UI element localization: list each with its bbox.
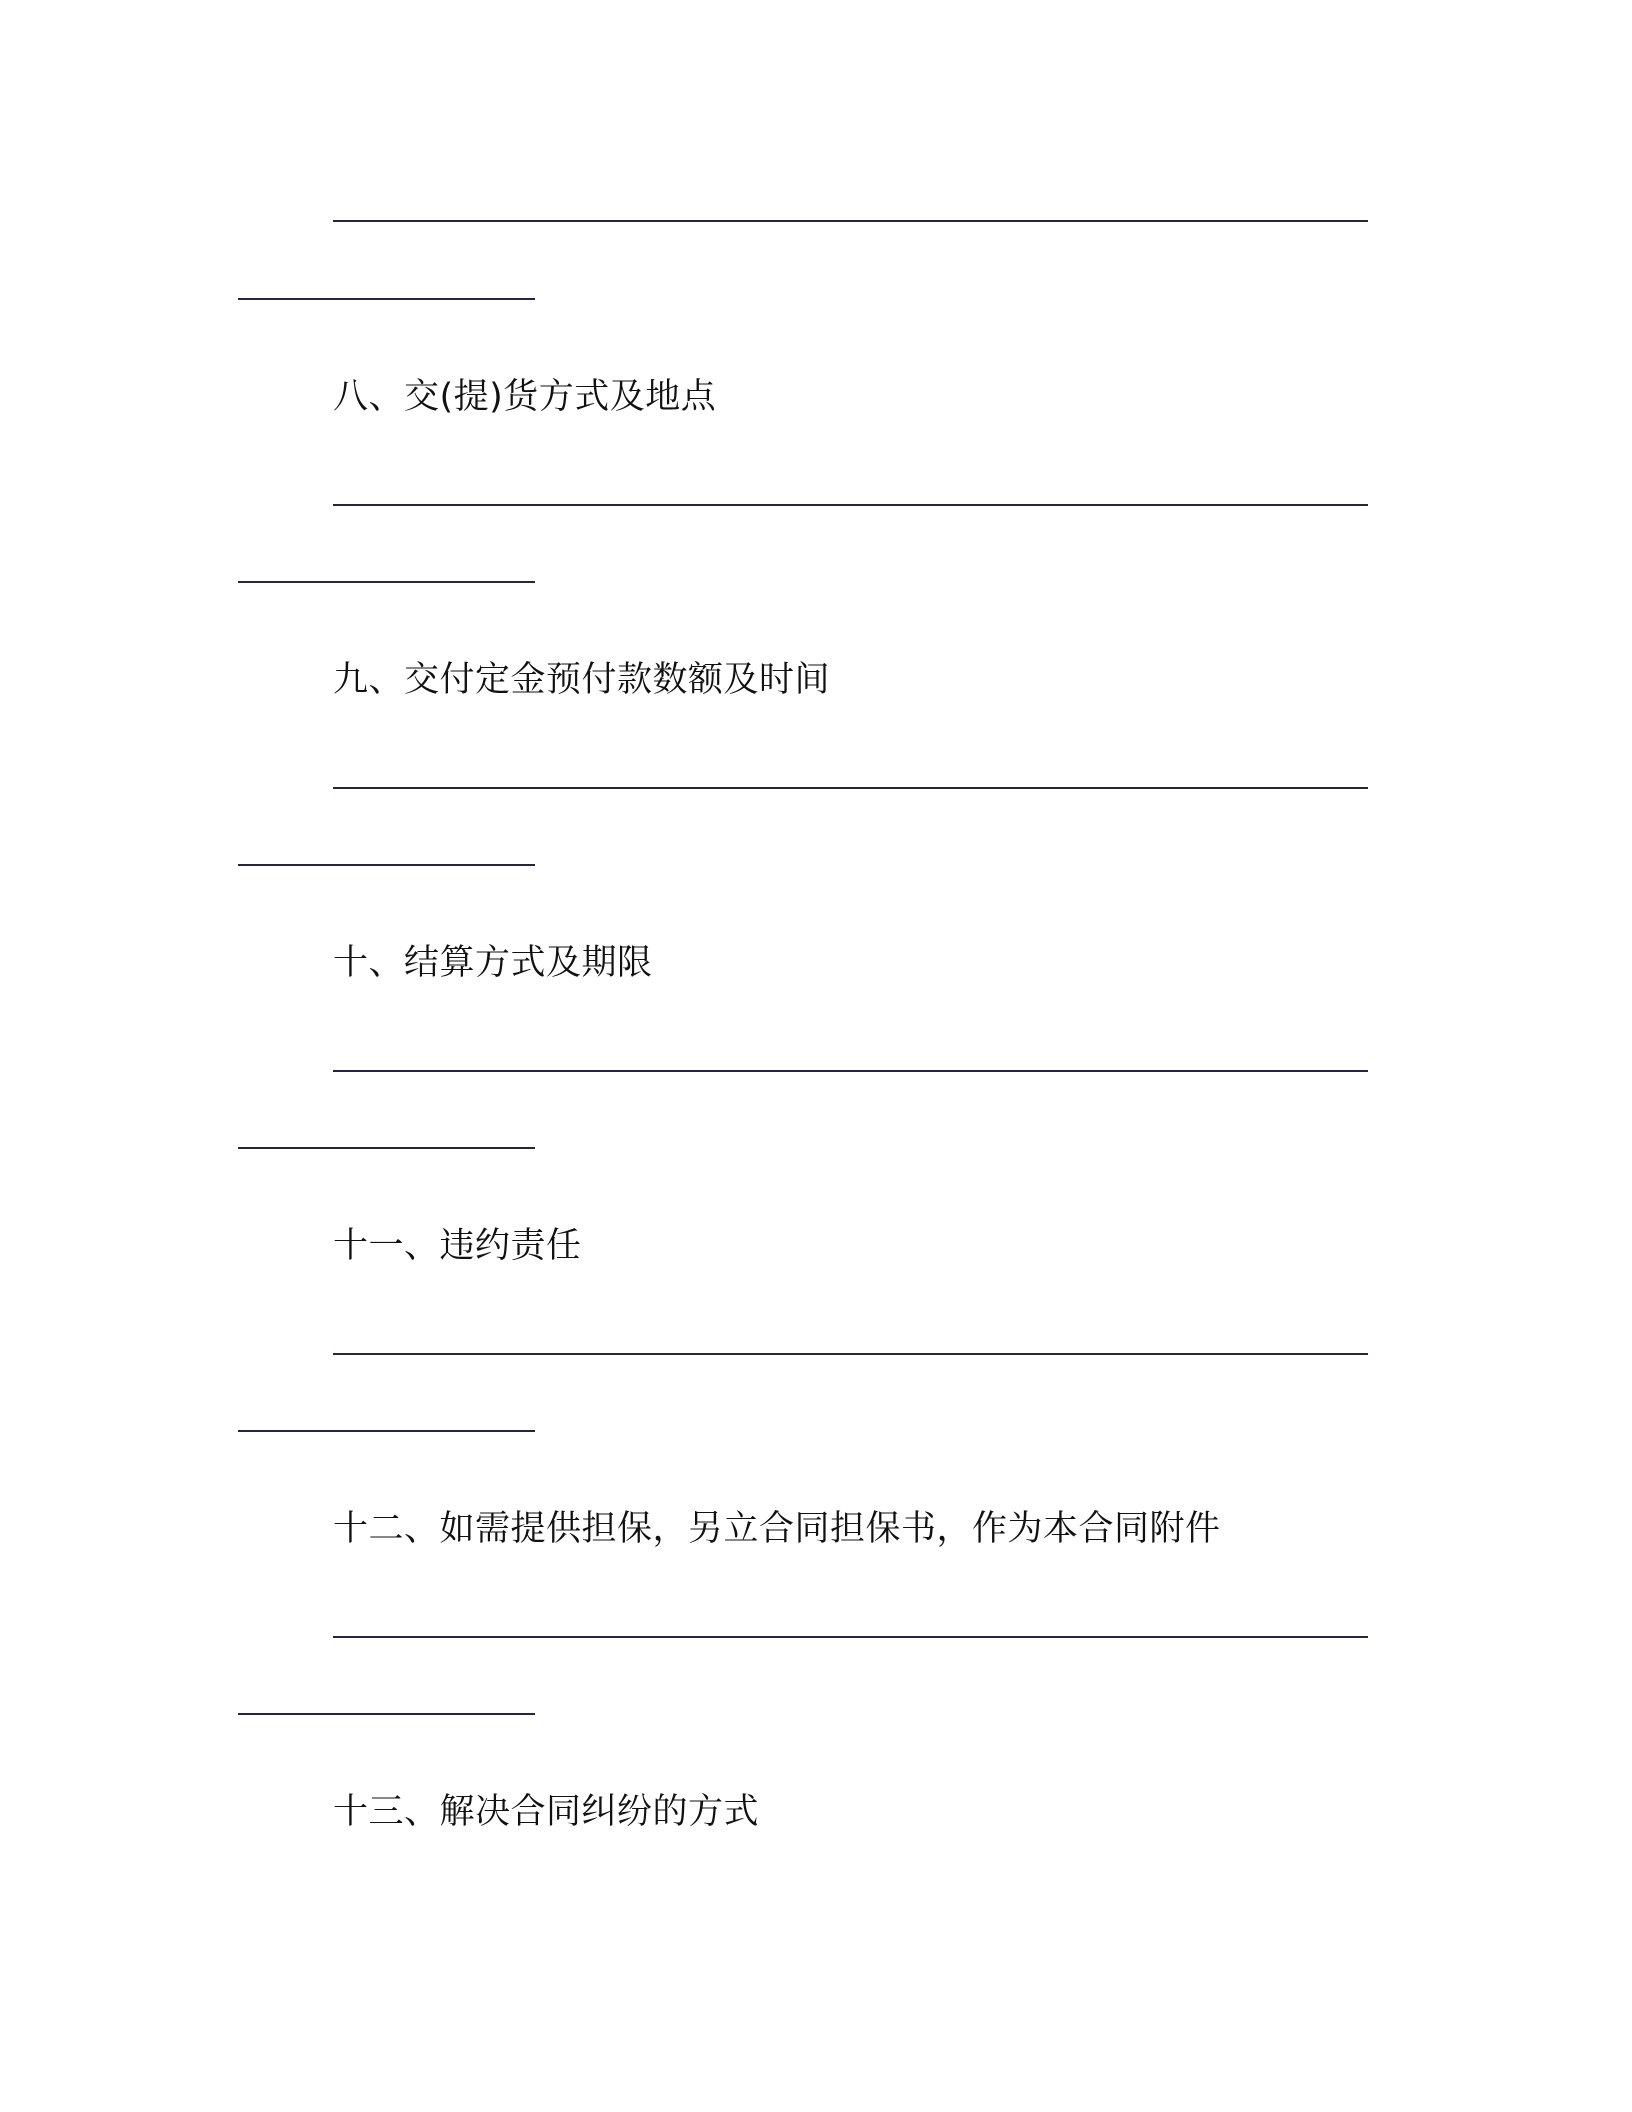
section-heading-13: 十三、解决合同纠纷的方式 <box>333 1792 760 1832</box>
section-heading-10: 十、结算方式及期限 <box>333 943 653 983</box>
blank-line-short <box>238 864 535 866</box>
section-heading-9: 九、交付定金预付款数额及时间 <box>333 660 831 700</box>
blank-line-long <box>333 787 1368 789</box>
section-heading-12: 十二、如需提供担保，另立合同担保书，作为本合同附件 <box>333 1509 1221 1549</box>
section-heading-8: 八、交(提)货方式及地点 <box>333 377 717 417</box>
section-heading-11: 十一、违约责任 <box>333 1226 582 1266</box>
blank-line-short <box>238 581 535 583</box>
blank-line-long <box>333 504 1368 506</box>
blank-line-short <box>238 1713 535 1715</box>
blank-line-long <box>333 1070 1368 1072</box>
blank-line-short <box>238 1147 535 1149</box>
blank-line-long <box>333 220 1368 222</box>
blank-line-short <box>238 1430 535 1432</box>
blank-line-long <box>333 1353 1368 1355</box>
blank-line-long <box>333 1636 1368 1638</box>
blank-line-short <box>238 298 535 300</box>
